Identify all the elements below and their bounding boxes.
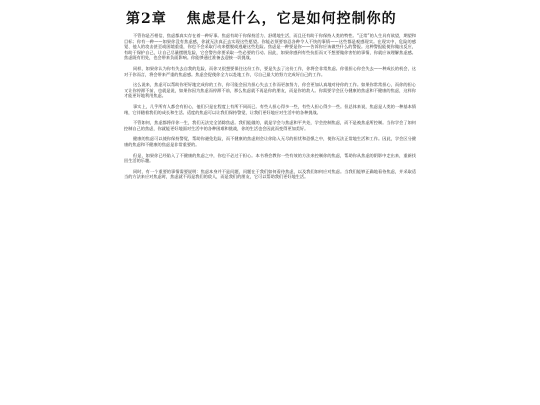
chapter-number: 第2章 [126,11,167,27]
chapter-title [126,8,397,28]
paragraph: 事实上，几乎所有人都会有担心，他们只是在程度上有所不同而已。有些人担心得多一些，有些人担心得少一些。但总体来说，焦虑是人类的一种基本情绪，它伴随着我们的成长和生活。适度的焦虑可以让我们保持警觉，让我们更好地应对生活中的各种挑战。 [124,103,416,115]
chapter-title-text: 焦虑是什么，它是如何控制你的 [186,11,397,27]
paragraph: 同样，如果你认为你有失去自我的危险，而你又很想要保住这份工作，要是失去了这份工作，你将会非常焦虑。你很担心你会失去——种成长的机会，这对于你而言，将会带来严重的焦虑感。焦虑会促使你全力以赴地工作，尽自己最大的努力完成好自己的工作。 [124,65,416,77]
paragraph: 这么说来，焦虑可以帮助你更好地完成你的工作，你可能会因为担心失去工作而更加努力，你会更加认真地对待你的工作。如果你常常担心，而你的担心又让你停滞不前，也就是说，如果你因为焦虑而停滞不前，那么焦虑就不再是你的朋友，而是你的敌人。你需要学会区分健康的焦虑和不健康的焦虑，这样你才能更好地利用焦虑。 [124,82,416,99]
chapter-body [124,33,416,403]
paragraph: 同时，有一个重要的事情需要说明：焦虑本身并不是问题，问题在于我们如何看待焦虑，以及我们如何应对焦虑。当我们能够正确地看待焦虑，并采取适当的方法来应对焦虑时，焦虑就不再是我们的敌人，而是我们的朋友，它可以帮助我们更好地生活。 [124,168,416,180]
paragraph: 但是，如果你已经陷入了不健康的焦虑之中，你也不必过于担心。本书将会教你一些有效的方法来控制你的焦虑，帮助你从焦虑的阴影中走出来，重新找回生活的乐趣。 [124,152,416,164]
paragraph: 不管如何，焦虑都将伴你一生，我们无法完全消除焦虑。我们能做的，就是学会与焦虑和平共处，学会控制焦虑，而不是被焦虑所控制。当你学会了如何控制自己的焦虑，你就能更好地面对生活中的各种困难和挑战，你的生活也会因此而变得更加美好。 [124,120,416,131]
paragraph: 不管你是否相信，焦虑都真实存在着一种好事。焦虑有助于你保持活力、舒缓地生活，而且还有助于你保持人类的特性。“正常”的人生具有欲望，期望和目标；你有一种——如果你没有焦虑感，你就无法真正去实现这些愿望。你能必须要容忍各种令人不快的事情——这些都是观感现实。在现实中，危险的感觉、他人的攻击甚至或困境重重，你也不会采取行动来摆脱或逃避这些危险。焦虑是一种要是你——告诉你应该做些什么的警报。这种警报能使你做出反应，有助于保护自己，让自己尽量摆脱危险，它会警告你要采取一些必要的行动。因此，如果你感到有些抗拒而又不想要做你害怕的事情，你就应该理解焦虑感。焦虑既有用处，也会带来负面影响。你能够通过准备去迎接一切挑战。 [124,33,416,61]
paragraph: 健康的焦虑可以使你保持警觉，帮助你避免危险，而不健康的焦虑则会让你陷入无尽的担忧和恐惧之中，使你无法正常地生活和工作。因此，学会区分健康的焦虑和不健康的焦虑是非常重要的。 [124,136,416,147]
